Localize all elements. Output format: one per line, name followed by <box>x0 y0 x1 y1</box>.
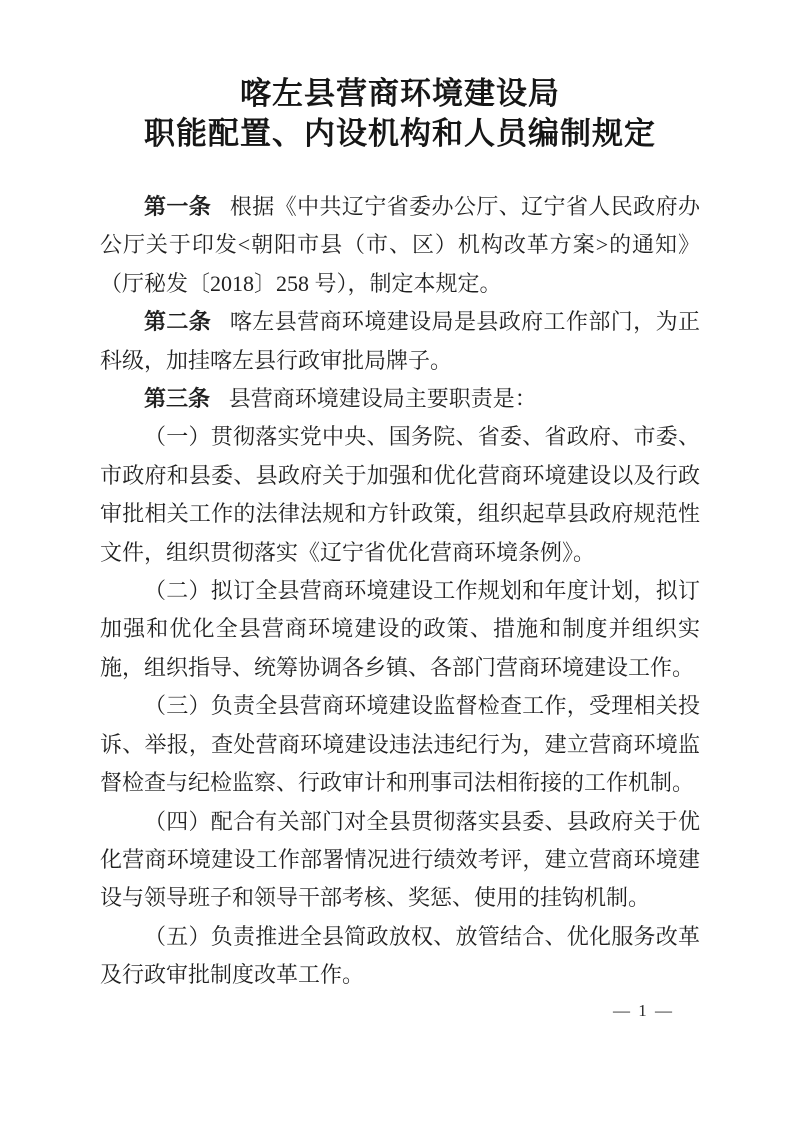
document-title-line2: 职能配置、内设机构和人员编制规定 <box>144 116 656 151</box>
article-label: 第三条 <box>144 386 211 412</box>
paragraph: （一）贯彻落实党中央、国务院、省委、省政府、市委、市政府和县委、县政府关于加强和优化营商环境建设以及行政审批相关工作的法律法规和方针政策，组织起草县政府规范性文件，组织贯彻落实《辽宁省优化营商环境条例》。 <box>100 424 700 565</box>
paragraph: 第二条 喀左县营商环境建设局是县政府工作部门，为正科级，加挂喀左县行政审批局牌子。 <box>100 309 700 373</box>
paragraph: （二）拟订全县营商环境建设工作规划和年度计划，拟订加强和优化全县营商环境建设的政策、措施和制度并组织实施，组织指导、统筹协调各乡镇、各部门营商环境建设工作。 <box>100 578 700 680</box>
document-title-line1: 喀左县营商环境建设局 <box>240 76 560 111</box>
paragraph: （五）负责推进全县简政放权、放管结合、优化服务改革及行政审批制度改革工作。 <box>100 923 700 988</box>
page-number: — 1 — <box>613 1001 674 1020</box>
paragraph: 第一条 根据《中共辽宁省委办公厅、辽宁省人民政府办公厅关于印发<朝阳市县（市、区）机构改革方案>的通知》（厅秘发〔2018〕258 号），制定本规定。 <box>100 194 700 296</box>
document-body <box>100 188 700 995</box>
article-label: 第一条 <box>144 194 212 219</box>
document-title <box>0 74 800 154</box>
paragraph: （四）配合有关部门对全县贯彻落实县委、县政府关于优化营商环境建设工作部署情况进行绩效考评，建立营商环境建设与领导班子和领导干部考核、奖惩、使用的挂钩机制。 <box>100 808 700 911</box>
article-label: 第二条 <box>144 309 212 335</box>
paragraph: 第三条 县营商环境建设局主要职责是： <box>144 386 537 412</box>
paragraph: （三）负责全县营商环境建设监督检查工作，受理相关投诉、举报，查处营商环境建设违法违纪行为，建立营商环境监督检查与纪检监察、行政审计和刑事司法相衔接的工作机制。 <box>100 693 700 796</box>
